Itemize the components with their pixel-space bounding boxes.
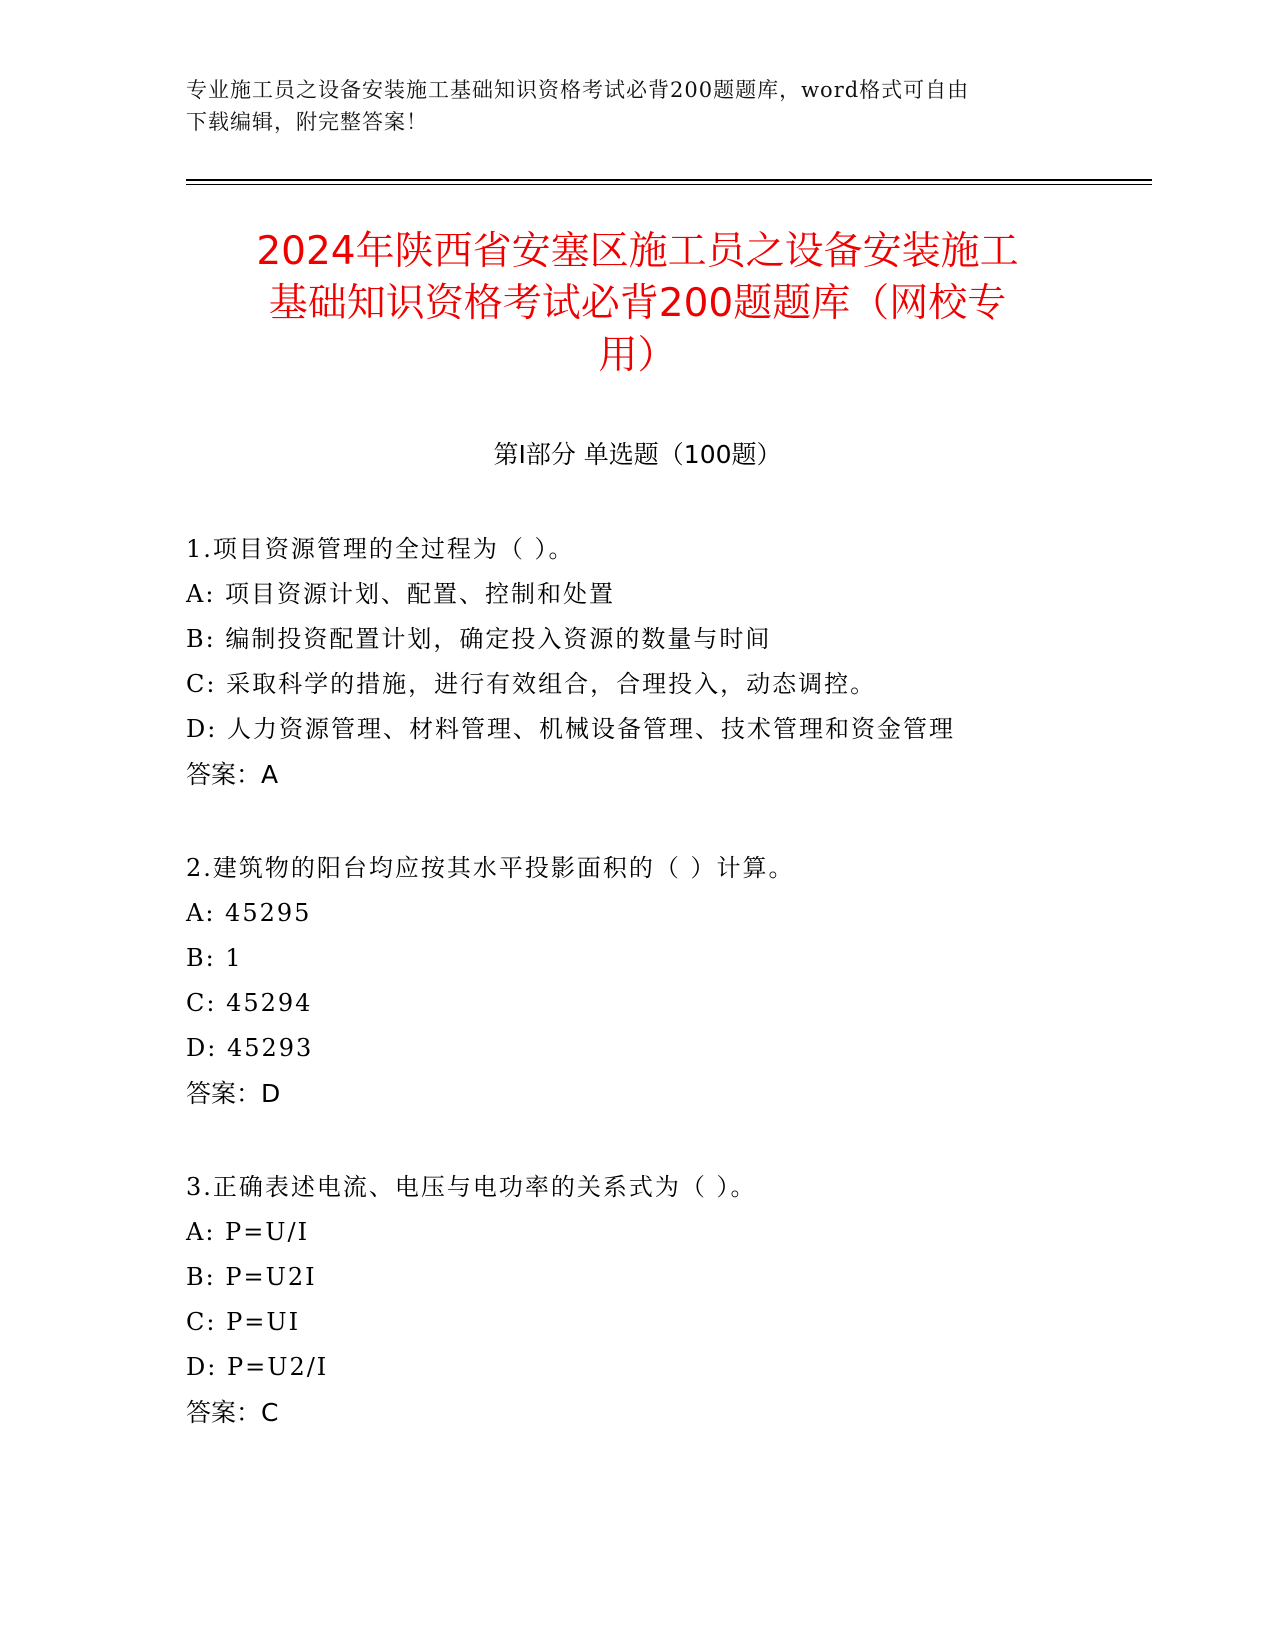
option-d: D: 人力资源管理、材料管理、机械设备管理、技术管理和资金管理	[186, 715, 955, 743]
question-3	[186, 1165, 1106, 1435]
document-title-line-2: 基础知识资格考试必背200题题库（网校专	[268, 281, 1007, 326]
option-b: B: 编制投资配置计划，确定投入资源的数量与时间	[186, 625, 772, 653]
option-a: A: 45295	[186, 899, 312, 927]
question-stem: 2.建筑物的阳台均应按其水平投影面积的（ ）计算。	[186, 854, 795, 882]
option-b: B: 1	[186, 944, 243, 972]
option-a: A: P=U/I	[186, 1218, 310, 1246]
document-title	[150, 226, 1125, 382]
header-rule-thin	[186, 184, 1152, 185]
option-b: B: P=U2I	[186, 1263, 317, 1291]
header-note-line-1: 专业施工员之设备安装施工基础知识资格考试必背200题题库，word格式可自由	[186, 78, 970, 102]
header-note	[186, 74, 1086, 138]
document-title-line-1: 2024年陕西省安塞区施工员之设备安装施工	[256, 229, 1019, 274]
question-stem: 3.正确表述电流、电压与电功率的关系式为（ ）。	[186, 1173, 757, 1201]
question-stem: 1.项目资源管理的全过程为（ ）。	[186, 535, 575, 563]
answer: 答案：A	[186, 760, 279, 789]
answer: 答案：D	[186, 1079, 281, 1108]
option-d: D: 45293	[186, 1034, 314, 1062]
option-c: C: 采取科学的措施，进行有效组合，合理投入，动态调控。	[186, 670, 877, 698]
question-1	[186, 527, 1106, 797]
option-d: D: P=U2/I	[186, 1353, 329, 1381]
header-note-line-2: 下载编辑，附完整答案！	[186, 110, 428, 134]
section-heading: 第I部分 单选题（100题）	[493, 440, 782, 469]
document-title-line-3: 用）	[598, 333, 677, 378]
answer: 答案：C	[186, 1398, 279, 1427]
option-a: A: 项目资源计划、配置、控制和处置	[186, 580, 616, 608]
option-c: C: P=UI	[186, 1308, 301, 1336]
question-2	[186, 846, 1106, 1116]
header-rule-thick	[186, 179, 1152, 181]
option-c: C: 45294	[186, 989, 313, 1017]
